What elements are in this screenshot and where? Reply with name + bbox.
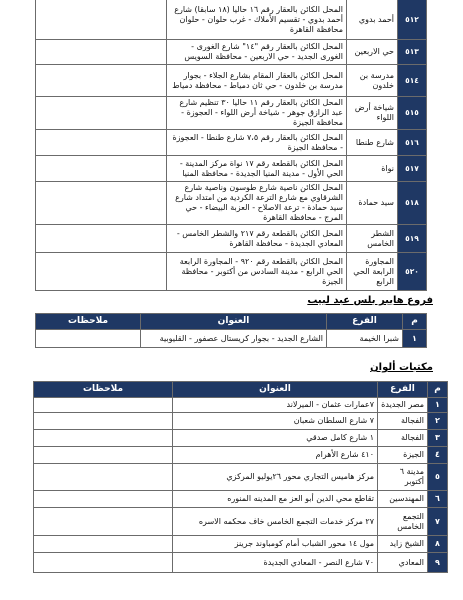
branch-address: تقاطع محي الدين أبو العز مع المدينه المنوره xyxy=(173,491,378,508)
row-number: ١ xyxy=(428,398,448,413)
table-row xyxy=(34,536,448,553)
notes-cell xyxy=(34,464,173,491)
branch-address: المحل الكائن بالقطعة رقم ٢١٧ والشطر الخامس - المعادي الجديدة - محافظة القاهرة xyxy=(167,225,347,253)
branch-address: المحل الكائن بالعقار رقم ١٦ حاليا (١٨ سابقا) شارع أحمد بدوي - تقسيم الأملاك - غرب حلوان - حلوان محافظة القاهرة xyxy=(167,0,347,40)
branch-name: الشطر الخامس xyxy=(347,225,398,253)
notes-cell xyxy=(34,413,173,430)
notes-cell xyxy=(34,447,173,464)
branch-address: المحل الكائن بالعقار المقام بشارع الجلاء - بجوار مدرسة بن خلدون - حي ثان دمياط - محافظة دمياط xyxy=(167,65,347,97)
row-number: ٥٢٠ xyxy=(398,253,427,291)
notes-cell xyxy=(36,97,167,130)
table-row xyxy=(36,225,427,253)
row-number: ٥١٦ xyxy=(398,130,427,156)
row-number: ٨ xyxy=(428,536,448,553)
header-notes: ملاحظات xyxy=(34,382,173,398)
header-branch: الفرع xyxy=(378,382,428,398)
table-row xyxy=(36,253,427,291)
notes-cell xyxy=(36,225,167,253)
table-row xyxy=(34,447,448,464)
notes-cell xyxy=(34,553,173,573)
branch-address: المحل الكائن ناصية شارع طوسون وناصية شارع الشرقاوي مع شارع الترعة الكردية من امتداد شارع سيد حمادة - ترعة الاصلاح - العزبة البيضاء - حي المرج - محافظة القاهرة xyxy=(167,182,347,225)
branch-address: ٧٠ شارع النصر - المعادي الجديدة xyxy=(173,553,378,573)
header-num: م xyxy=(428,382,448,398)
notes-cell xyxy=(36,156,167,182)
branch-address: ٧عمارات عثمان - الميرلاند xyxy=(173,398,378,413)
notes-cell xyxy=(34,536,173,553)
branch-name: الشيخ زايد xyxy=(378,536,428,553)
row-number: ٥١٢ xyxy=(398,0,427,40)
header-address: العنوان xyxy=(141,314,327,330)
row-number: ٥١٤ xyxy=(398,65,427,97)
branch-name: الجيزة xyxy=(378,447,428,464)
branch-address: المحل الكائن بالعقار رقم ١١ حاليا ٣٠ تنظيم شارع عبد الرازق جوهر - شياخة أرض اللواء - العجوزة - محافظة الجيزة xyxy=(167,97,347,130)
notes-cell xyxy=(36,182,167,225)
table-row xyxy=(36,156,427,182)
table-row xyxy=(34,553,448,573)
branches-table-top xyxy=(35,0,427,291)
branch-name: مدرسة بن خلدون xyxy=(347,65,398,97)
branch-name: سيد حمادة xyxy=(347,182,398,225)
branch-address: ٢٧ مركز خدمات التجمع الخامس خاف محكمه الاسره xyxy=(173,508,378,536)
row-number: ٧ xyxy=(428,508,448,536)
alwan-libraries-table xyxy=(33,381,448,573)
section-title-hyperplus: فروع هايبر بلس عبد لبيب xyxy=(307,295,433,306)
table-row xyxy=(36,97,427,130)
row-number: ٥١٩ xyxy=(398,225,427,253)
notes-cell xyxy=(36,40,167,65)
table-row xyxy=(36,330,427,348)
branch-address: المحل الكائن بالعقار رقم "١٤" شارع الغورى - الغورى الجديد - حي الاربعين - محافظة السويس xyxy=(167,40,347,65)
row-number: ٥١٣ xyxy=(398,40,427,65)
table-row xyxy=(34,413,448,430)
branch-name: أحمد بدوي xyxy=(347,0,398,40)
row-number: ٥ xyxy=(428,464,448,491)
section-title-alwan: مكتبات ألوان xyxy=(370,362,433,373)
notes-cell xyxy=(36,130,167,156)
header-num: م xyxy=(403,314,427,330)
table-row xyxy=(34,398,448,413)
row-number: ٥١٧ xyxy=(398,156,427,182)
header-branch: الفرع xyxy=(327,314,403,330)
branch-name: التجمع الخامس xyxy=(378,508,428,536)
notes-cell xyxy=(34,430,173,447)
table-row xyxy=(36,130,427,156)
notes-cell xyxy=(34,508,173,536)
branch-name: مدينة ٦ أكتوبر xyxy=(378,464,428,491)
table-header-row xyxy=(34,382,448,398)
header-address: العنوان xyxy=(173,382,378,398)
notes-cell xyxy=(36,0,167,40)
row-number: ٤ xyxy=(428,447,448,464)
branch-name: شارع طنطا xyxy=(347,130,398,156)
table-row xyxy=(34,430,448,447)
branch-address: ٧ شارع السلطان شعبان xyxy=(173,413,378,430)
branch-name: شياخة أرض اللواء xyxy=(347,97,398,130)
notes-cell xyxy=(36,330,141,348)
row-number: ١ xyxy=(403,330,427,348)
branch-address: ٤١٠ شارع الأهرام xyxy=(173,447,378,464)
branch-name: المهندسين xyxy=(378,491,428,508)
branch-name: شبرا الخيمة xyxy=(327,330,403,348)
table-row xyxy=(36,40,427,65)
table-row xyxy=(36,0,427,40)
row-number: ٥١٥ xyxy=(398,97,427,130)
table-row xyxy=(36,182,427,225)
table-row xyxy=(34,508,448,536)
header-notes: ملاحظات xyxy=(36,314,141,330)
branch-name: الفجالة xyxy=(378,430,428,447)
branch-address: المحل الكائن بالقطعة رقم ٩٢٠ - المجاورة الرابعة الحي الرابع - مدينة السادس من أكتوبر - محافظة الجيزة xyxy=(167,253,347,291)
notes-cell xyxy=(36,253,167,291)
branch-address: المحل الكائن بالعقار رقم ٧،٥ شارع طنطا - العجوزة - محافظة الجيزة xyxy=(167,130,347,156)
branch-name: حي الاربعين xyxy=(347,40,398,65)
table-row xyxy=(34,464,448,491)
table-row xyxy=(34,491,448,508)
notes-cell xyxy=(36,65,167,97)
notes-cell xyxy=(34,398,173,413)
branch-address: ١ شارع كامل صدقي xyxy=(173,430,378,447)
row-number: ٢ xyxy=(428,413,448,430)
branch-address: مول ١٤ محور الشباب أمام كومباوند جرينز xyxy=(173,536,378,553)
table-header-row xyxy=(36,314,427,330)
branch-address: مركز هاميس التجاري محور ٢٦يوليو المركزي xyxy=(173,464,378,491)
row-number: ٦ xyxy=(428,491,448,508)
row-number: ٩ xyxy=(428,553,448,573)
row-number: ٣ xyxy=(428,430,448,447)
branch-name: مصر الجديدة xyxy=(378,398,428,413)
table-row xyxy=(36,65,427,97)
notes-cell xyxy=(34,491,173,508)
branch-name: المجاورة الرابعة الحي الرابع xyxy=(347,253,398,291)
row-number: ٥١٨ xyxy=(398,182,427,225)
branch-address: الشارع الجديد - بجوار كريستال عصفور - القليوبية xyxy=(141,330,327,348)
branch-name: نواة xyxy=(347,156,398,182)
hyperplus-branches-table xyxy=(35,313,427,348)
branch-name: الفجالة xyxy=(378,413,428,430)
branch-name: المعادي xyxy=(378,553,428,573)
branch-address: المحل الكائن بالقطعة رقم ١٧ نواة مركز المدينة - الحي الأول - مدينة المنيا الجديدة - محافظة المنيا xyxy=(167,156,347,182)
